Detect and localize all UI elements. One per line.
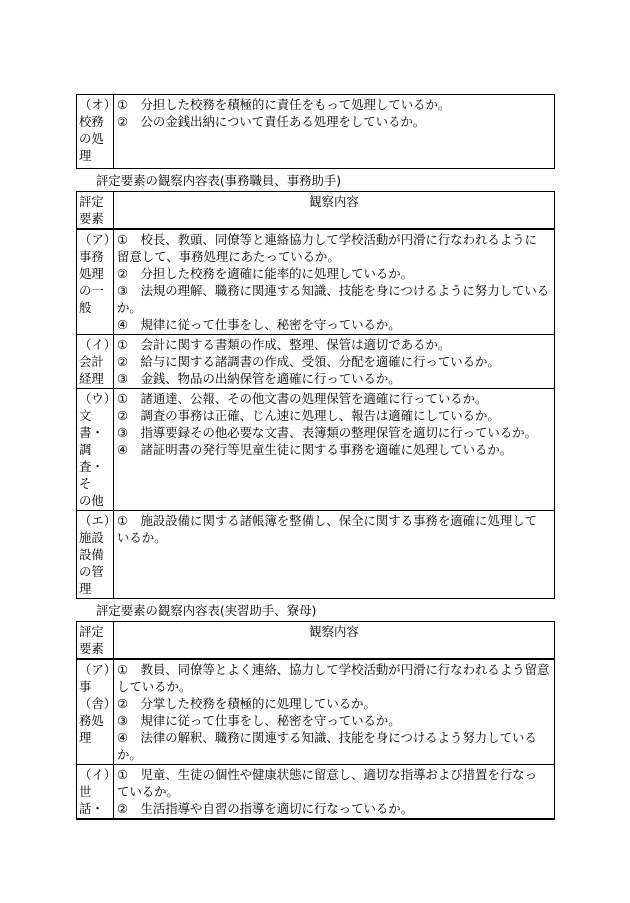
table-header-row [77, 192, 555, 230]
category-text: の他 [79, 493, 104, 508]
item-text: いるか。 [117, 530, 167, 545]
category-text: （オ） [79, 97, 117, 112]
table-clerical [76, 191, 555, 599]
category-text: 設備 [79, 547, 104, 562]
category-text: 校務 [79, 114, 104, 129]
item-text: ① 教員、同僚等とよく連絡、協力して学校活動が円滑に行なわれるよう留意 [117, 662, 550, 677]
category-text: 調 [79, 442, 92, 457]
content-cell [114, 229, 555, 335]
item-text: ④ 法律の解釈、職務に関連する知識、技能を身につけるよう努力している [117, 730, 537, 745]
item-text: ② 生活指導や自習の指導を適切に行なっているか。 [117, 801, 414, 816]
category-text: （ア） [79, 662, 117, 677]
category-text: 処理 [79, 266, 104, 281]
category-text: 理 [79, 581, 92, 596]
content-cell [114, 765, 555, 820]
category-text: 世 [79, 784, 92, 799]
category-text: 務処 [79, 713, 104, 728]
header-content-cell [114, 192, 555, 230]
item-text: ③ 規律に従って仕事をし、秘密を守っているか。 [117, 713, 401, 728]
category-text: 理 [79, 148, 92, 163]
content-cell [114, 95, 555, 169]
item-text: ② 公の金銭出納について責任ある処理をしているか。 [117, 114, 426, 129]
table-row [77, 389, 555, 511]
table-row [77, 229, 555, 335]
item-text: ① 諸通達、公報、その他文書の処理保管を適確に行っているか。 [117, 391, 488, 406]
category-text: （エ） [79, 513, 117, 528]
header-content-cell [114, 622, 555, 660]
item-text: ③ 指導要録その他必要な文書、表簿類の整理保管を適切に行っているか。 [117, 425, 537, 440]
category-text: 施設 [79, 530, 104, 545]
category-text: 査・そ [79, 459, 104, 491]
category-cell [77, 659, 117, 765]
table-assistants [76, 621, 555, 820]
content-cell [114, 511, 555, 599]
item-text: ④ 規律に従って仕事をし、秘密を守っているか。 [117, 317, 401, 332]
header-content-text: 観察内容 [309, 624, 359, 639]
table-title-assistants: 評定要素の観察内容表(実習助手、寮母) [96, 603, 317, 618]
category-text: の一 [79, 283, 104, 298]
category-cell [77, 229, 117, 335]
content-cell [114, 335, 555, 389]
category-cell [77, 765, 117, 820]
item-text: ② 給与に関する諸調書の作成、受領、分配を適確に行っているか。 [117, 354, 500, 369]
item-text: ④ 諸証明書の発行等児童生徒に関する事務を適確に処理しているか。 [117, 442, 513, 457]
category-text: （イ） [79, 767, 117, 782]
item-text: 留意して、事務処理にあたっているか。 [117, 249, 340, 264]
category-text: （ウ） [79, 391, 117, 406]
item-text: ① 分担した校務を積極的に責任をもって処理しているか。 [117, 97, 451, 112]
table-row [77, 335, 555, 389]
item-text: ① 施設設備に関する諸帳簿を整備し、保全に関する事務を適確に処理して [117, 513, 537, 528]
item-text: ③ 法規の理解、職務に関連する知識、技能を身につけるように努力している [117, 283, 550, 298]
header-category-text: 評定 [79, 624, 104, 639]
category-cell [77, 335, 117, 389]
content-cell [114, 389, 555, 511]
category-text: 話・ [79, 801, 104, 816]
header-category-text: 要素 [79, 641, 104, 656]
category-text: 書・ [79, 425, 104, 440]
category-text: （ア） [79, 232, 117, 247]
header-category-cell [77, 192, 114, 230]
header-category-text: 評定 [79, 194, 104, 209]
category-text: （舎） [79, 696, 117, 711]
item-text: ② 調査の事務は正確、じん速に処理し、報告は適確にしているか。 [117, 408, 500, 423]
header-category-cell [77, 622, 114, 660]
table-row [77, 659, 555, 765]
item-text: ② 分担した校務を適確に能率的に処理しているか。 [117, 266, 414, 281]
category-cell [77, 389, 117, 511]
content-cell [114, 659, 555, 765]
table-row [77, 765, 555, 820]
table-continued [76, 94, 555, 169]
category-text: 理 [79, 730, 92, 745]
category-text: の処 [79, 131, 104, 146]
document-page [76, 94, 554, 820]
category-text: （イ） [79, 337, 117, 352]
item-text: か。 [117, 300, 142, 315]
header-category-text: 要素 [79, 211, 104, 226]
category-text: 事 [79, 679, 92, 694]
item-text: か。 [117, 747, 142, 762]
category-cell [77, 511, 117, 599]
table-header-row [77, 622, 555, 660]
item-text: ② 分掌した校務を積極的に処理しているか。 [117, 696, 376, 711]
item-text: ているか。 [117, 784, 179, 799]
category-text: の管 [79, 564, 104, 579]
item-text: ① 会計に関する書類の作成、整理、保管は適切であるか。 [117, 337, 451, 352]
category-text: 事務 [79, 249, 104, 264]
header-content-text: 観察内容 [309, 194, 359, 209]
category-text: 会計 [79, 354, 104, 369]
table-row [77, 95, 555, 169]
category-cell [77, 95, 117, 169]
category-text: 経理 [79, 371, 104, 386]
category-text: 文 [79, 408, 92, 423]
table-title-clerical: 評定要素の観察内容表(事務職員、事務助手) [96, 173, 342, 188]
category-text: 般 [79, 300, 92, 315]
item-text: ③ 金銭、物品の出納保管を適確に行っているか。 [117, 371, 401, 386]
item-text: ① 校長、教頭、同僚等と連絡協力して学校活動が円滑に行なわれるように [117, 232, 537, 247]
table-row [77, 511, 555, 599]
item-text: しているか。 [117, 679, 192, 694]
item-text: ① 児童、生徒の個性や健康状態に留意し、適切な指導および措置を行なっ [117, 767, 537, 782]
